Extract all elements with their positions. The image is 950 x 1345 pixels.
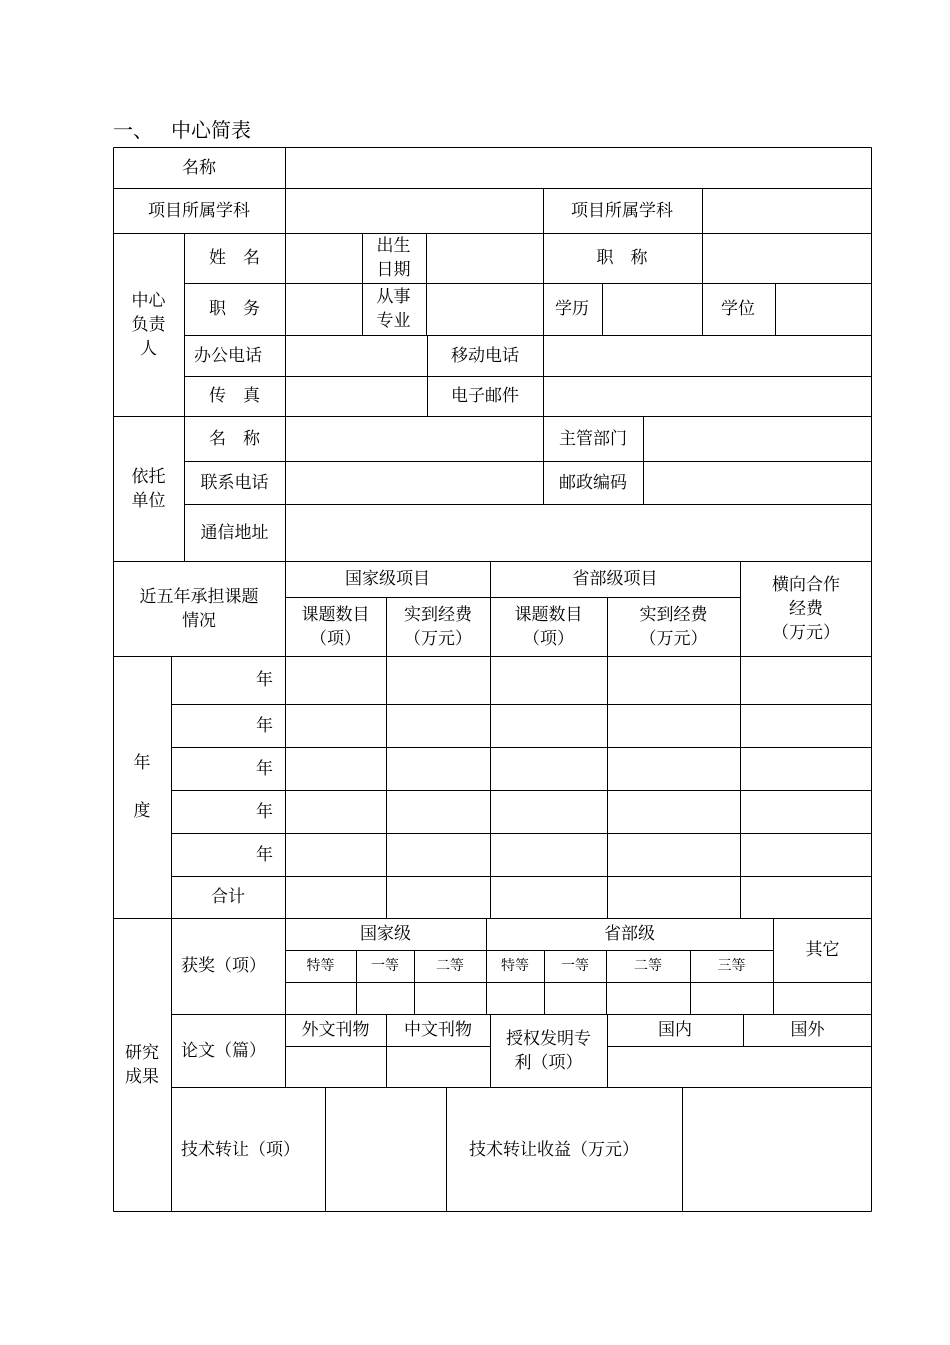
- center-summary-form: [113, 147, 872, 1212]
- education-field[interactable]: [602, 284, 701, 334]
- discipline-field-2[interactable]: [702, 189, 871, 232]
- year-row-label: 年: [256, 844, 273, 865]
- tech-transfer-label: 技术转让（项）: [181, 1139, 300, 1160]
- email-field[interactable]: [544, 377, 871, 415]
- national-first-prize: 一等: [371, 958, 399, 974]
- papers-label: 论文（篇）: [181, 1040, 266, 1061]
- director-name-label: 姓 名: [209, 248, 260, 268]
- awards-label: 获奖（项）: [181, 956, 266, 976]
- discipline-label-2: 项目所属学科: [571, 200, 673, 221]
- discipline-field-1[interactable]: [286, 189, 542, 232]
- professional-title-label: 职 称: [596, 248, 648, 268]
- office-phone-field[interactable]: [286, 336, 426, 375]
- domestic-patent-header: 国内: [658, 1020, 692, 1040]
- patent-label: 授权发明专 利（项）: [506, 1028, 591, 1073]
- year-row-label: 年: [256, 670, 273, 690]
- research-results-group-label: 研究 成果: [125, 1043, 159, 1087]
- contact-phone-label: 联系电话: [200, 472, 269, 493]
- provincial-awards-header: 省部级: [604, 924, 655, 944]
- year-group-label: 年 度: [133, 753, 151, 821]
- national-count-header: 课题数目 （项）: [301, 604, 370, 649]
- provincial-funding-header: 实到经费 （万元）: [639, 604, 708, 649]
- director-name-field[interactable]: [286, 234, 361, 282]
- provincial-first-prize: 一等: [561, 958, 589, 974]
- position-label: 职 务: [209, 299, 260, 319]
- postcode-field[interactable]: [644, 462, 871, 503]
- education-label: 学历: [555, 299, 589, 319]
- major-label: 从事 专业: [376, 287, 411, 331]
- degree-label: 学位: [721, 299, 755, 319]
- horizontal-funding-header: 横向合作 经费 （万元）: [772, 574, 840, 643]
- year-row-label: 年: [256, 801, 273, 822]
- degree-field[interactable]: [775, 284, 871, 334]
- national-funding-header: 实到经费 （万元）: [404, 604, 472, 649]
- birth-date-field[interactable]: [426, 234, 542, 282]
- provincial-projects-header: 省部级项目: [572, 569, 658, 589]
- host-name-label: 名 称: [209, 428, 260, 449]
- authority-label: 主管部门: [559, 428, 627, 449]
- host-name-field[interactable]: [286, 417, 542, 460]
- section-title: 中心简表: [171, 118, 251, 142]
- postcode-label: 邮政编码: [559, 472, 627, 493]
- provincial-third-prize: 三等: [717, 958, 746, 974]
- provincial-special-prize: 特等: [501, 958, 529, 974]
- section-heading: [113, 116, 251, 144]
- national-projects-header: 国家级项目: [345, 569, 430, 589]
- overseas-patent-header: 国外: [790, 1020, 825, 1040]
- national-special-prize: 特等: [306, 958, 335, 974]
- email-label: 电子邮件: [451, 386, 519, 406]
- national-second-prize: 二等: [436, 958, 464, 974]
- mobile-phone-label: 移动电话: [451, 345, 519, 366]
- tech-transfer-income-label: 技术转让收益（万元）: [469, 1139, 639, 1160]
- birth-date-label: 出生 日期: [376, 236, 411, 280]
- center-name-label: 名称: [182, 157, 216, 178]
- year-row-label: 年: [256, 715, 273, 736]
- fax-field[interactable]: [286, 377, 426, 415]
- contact-phone-field[interactable]: [286, 462, 542, 503]
- chinese-journal-header: 中文刊物: [404, 1020, 472, 1040]
- foreign-journal-header: 外文刊物: [301, 1020, 370, 1040]
- host-unit-group-label: 依托 单位: [131, 466, 166, 511]
- address-label: 通信地址: [200, 522, 269, 543]
- center-name-field[interactable]: [286, 148, 871, 187]
- projects-row-label: 近五年承担课题 情况: [139, 586, 259, 631]
- professional-title-field[interactable]: [702, 234, 871, 282]
- authority-field[interactable]: [644, 417, 871, 460]
- discipline-label-1: 项目所属学科: [148, 200, 250, 221]
- year-row-label: 年: [256, 758, 273, 779]
- provincial-count-header: 课题数目 （项）: [514, 604, 583, 649]
- mobile-phone-field[interactable]: [544, 336, 871, 375]
- provincial-second-prize: 二等: [634, 958, 662, 974]
- position-field[interactable]: [286, 284, 361, 334]
- national-awards-header: 国家级: [360, 924, 411, 944]
- major-field[interactable]: [426, 284, 542, 334]
- total-row-label: 合计: [211, 887, 245, 907]
- director-group-label: 中心 负责 人: [131, 290, 166, 359]
- fax-label: 传 真: [209, 386, 260, 406]
- tech-transfer-income-field[interactable]: [683, 1088, 871, 1211]
- section-number: 一、: [113, 118, 153, 142]
- tech-transfer-field[interactable]: [326, 1088, 446, 1211]
- office-phone-label: 办公电话: [194, 345, 262, 366]
- other-awards-header: 其它: [805, 940, 840, 960]
- address-field[interactable]: [286, 505, 871, 560]
